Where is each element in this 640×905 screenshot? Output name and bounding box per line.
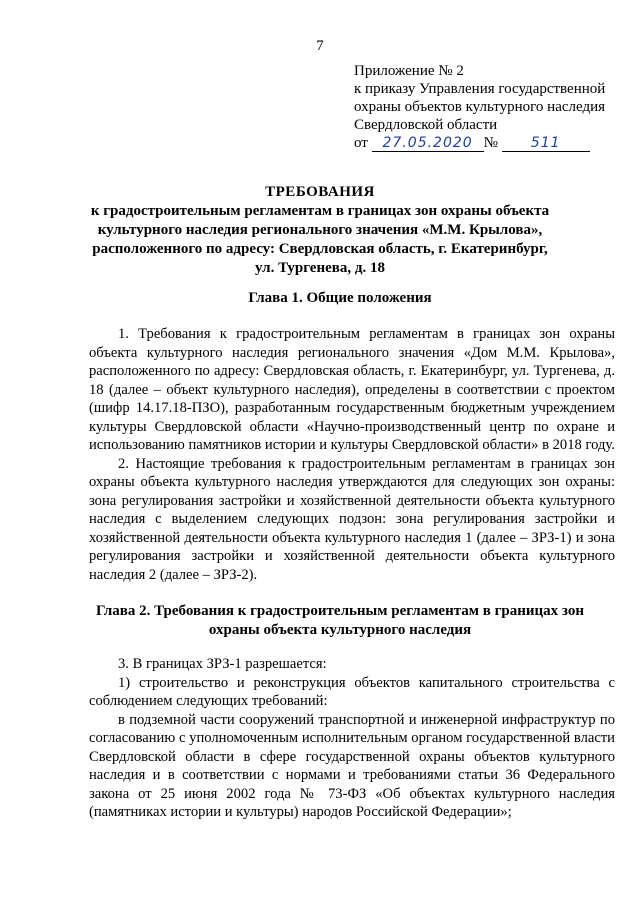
paragraph: 3. В границах ЗРЗ-1 разрешается: [118, 656, 327, 672]
appendix-line: к приказу Управления государственной [354, 81, 606, 97]
title-line: к градостроительным регламентам в границах зон охраны объекта [90, 203, 550, 219]
appendix-line: Свердловской области [354, 117, 498, 133]
chapter-1-body [89, 325, 615, 584]
handwritten-order-number: 511 [502, 136, 590, 152]
title-line: расположенного по адресу: Свердловская область, г. Екатеринбург, [92, 241, 548, 257]
handwritten-date: 27.05.2020 [372, 136, 484, 152]
chapter-1-heading: Глава 1. Общие положения [248, 290, 432, 306]
chapter-2-heading-line: охраны объекта культурного наследия [208, 622, 472, 638]
title-line: ул. Тургенева, д. 18 [255, 260, 385, 276]
chapter-2-body [89, 655, 615, 822]
number-prefix: № [483, 135, 498, 151]
paragraph: 1. Требования к градостроительным регламентам в границах зон охраны объекта культурного наследия регионального значения «Дом М.М. Крылова», расположенного по адресу: Свердловская область, г. Екатеринбург, ул. Тургенева, д. 18 (далее – объект культурного наследия), определены в соответствии с проектом (шифр 14.17.18-ПЗО), разработанным государственным бюджетным учреждением культуры Свердловской области «Научно-производственный центр по охране и использованию памятников истории и культуры Свердловской области» в 2018 году. [89, 326, 615, 453]
date-prefix: от [354, 135, 368, 151]
appendix-block [354, 62, 605, 152]
page-number: 7 [316, 38, 324, 54]
appendix-line: Приложение № 2 [354, 63, 464, 79]
title-line: культурного наследия регионального значения «М.М. Крылова», [97, 222, 543, 238]
chapter-2-heading [60, 602, 620, 640]
title-main: ТРЕБОВАНИЯ [265, 184, 375, 200]
paragraph: 1) строительство и реконструкция объектов капитального строительства с соблюдением следующих требований: [89, 674, 615, 709]
paragraph: в подземной части сооружений транспортной и инженерной инфраструктур по согласованию с уполномоченным исполнительным органом государственной власти Свердловской области в сфере государственной охраны объектов культурного наследия и в соответствии с нормами и требованиями статьи 36 Федерального закона от 25 июня 2002 года № 73-ФЗ «Об объектах культурного наследия (памятниках истории и культуры) народов Российской Федерации»; [89, 711, 615, 820]
appendix-line: охраны объектов культурного наследия [354, 99, 606, 115]
paragraph: 2. Настоящие требования к градостроительным регламентам в границах зон охраны объекта культурного наследия утверждаются для следующих зон охраны: зона регулирования застройки и хозяйственной деятельности объекта культурного наследия с выделением следующих подзон: зона регулирования застройки и хозяйственной деятельности объекта культурного наследия 1 (далее – ЗРЗ-1) и зона регулирования застройки и хозяйственной деятельности объекта культурного наследия 2 (далее – ЗРЗ-2). [89, 455, 615, 583]
document-title [60, 183, 580, 278]
chapter-2-heading-line: Глава 2. Требования к градостроительным регламентам в границах зон [95, 603, 585, 619]
appendix-date-line [354, 134, 605, 152]
